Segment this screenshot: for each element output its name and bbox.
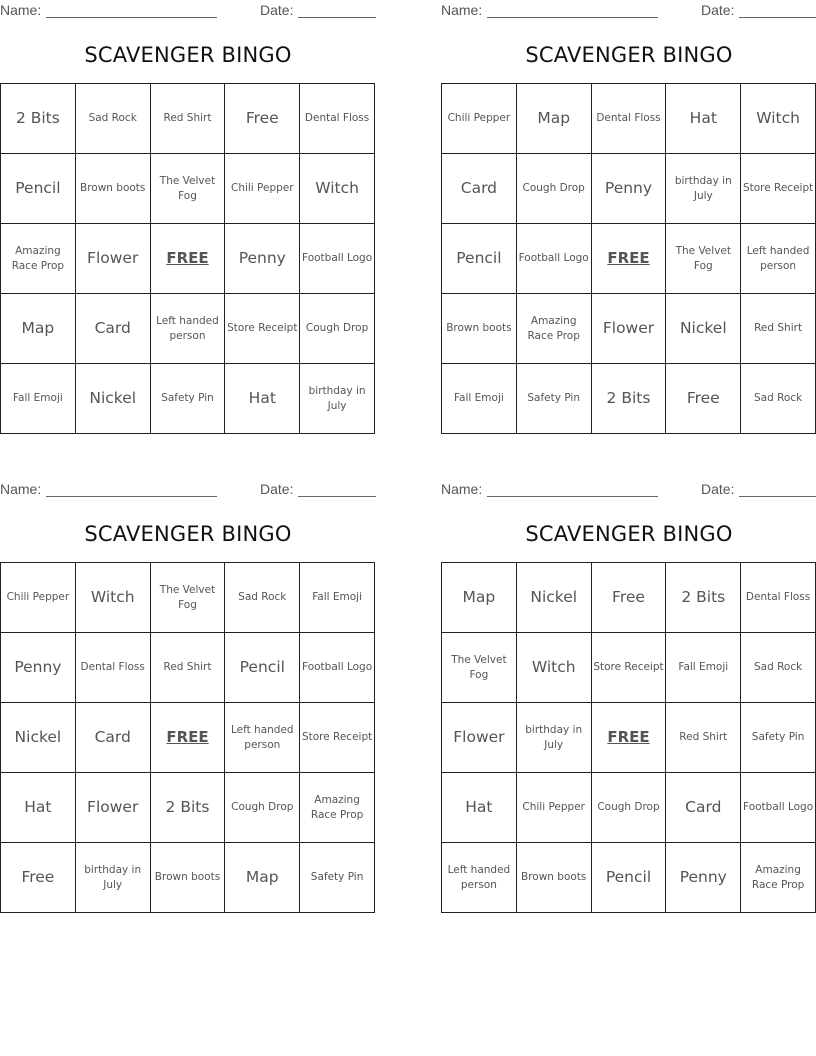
bingo-cell[interactable]: Pencil [442,224,517,294]
bingo-cell[interactable]: Fall Emoji [300,563,375,633]
bingo-cell[interactable]: Amazing Race Prop [741,843,816,913]
bingo-cell[interactable]: The Velvet Fog [442,633,517,703]
bingo-cell[interactable]: The Velvet Fog [151,154,226,224]
bingo-card-1 [0,0,376,440]
bingo-cell[interactable]: Witch [300,154,375,224]
bingo-cell[interactable]: Chili Pepper [225,154,300,224]
date-field-line[interactable] [298,17,376,18]
bingo-cell[interactable]: Nickel [1,703,76,773]
bingo-cell[interactable]: Chili Pepper [517,773,592,843]
bingo-grid [0,562,375,913]
bingo-cell[interactable]: Penny [225,224,300,294]
date-field-line[interactable] [739,17,816,18]
bingo-cell[interactable]: Sad Rock [225,563,300,633]
bingo-cell[interactable]: Amazing Race Prop [517,294,592,364]
name-label: Name: [441,481,483,497]
bingo-cell[interactable]: Left handed person [741,224,816,294]
bingo-cell[interactable]: Safety Pin [741,703,816,773]
bingo-cell[interactable]: Safety Pin [300,843,375,913]
bingo-cell[interactable]: Left handed person [151,294,226,364]
bingo-cell[interactable]: Dental Floss [592,84,667,154]
bingo-cell[interactable]: 2 Bits [1,84,76,154]
bingo-cell[interactable]: Hat [442,773,517,843]
date-field-line[interactable] [739,496,816,497]
bingo-grid [441,562,816,913]
date-label: Date: [701,2,735,18]
card-title: SCAVENGER BINGO [525,522,733,546]
bingo-cell[interactable]: The Velvet Fog [151,563,226,633]
name-field-line[interactable] [46,17,217,18]
bingo-cell[interactable]: Brown boots [442,294,517,364]
bingo-cell[interactable]: Map [225,843,300,913]
bingo-cell[interactable]: Nickel [666,294,741,364]
bingo-cell[interactable]: Free [592,563,667,633]
bingo-cell[interactable]: Dental Floss [741,563,816,633]
bingo-cell[interactable]: Pencil [225,633,300,703]
date-label: Date: [260,481,294,497]
bingo-cell[interactable]: Football Logo [517,224,592,294]
bingo-cell[interactable]: Map [442,563,517,633]
bingo-cell[interactable]: Fall Emoji [1,364,76,434]
bingo-cell[interactable]: Safety Pin [151,364,226,434]
bingo-cell[interactable]: Cough Drop [300,294,375,364]
bingo-cell[interactable]: 2 Bits [151,773,226,843]
bingo-cell[interactable]: Card [666,773,741,843]
bingo-cell[interactable]: birthday in July [76,843,151,913]
bingo-cell[interactable]: Penny [666,843,741,913]
bingo-cell[interactable]: Sad Rock [741,633,816,703]
bingo-cell[interactable]: Red Shirt [151,633,226,703]
bingo-cell[interactable]: Card [76,703,151,773]
bingo-cell[interactable]: Hat [1,773,76,843]
bingo-cell[interactable]: 2 Bits [592,364,667,434]
bingo-cell[interactable]: 2 Bits [666,563,741,633]
bingo-cell[interactable]: Brown boots [76,154,151,224]
free-space-cell[interactable]: FREE [151,703,226,773]
bingo-cell[interactable]: Flower [592,294,667,364]
bingo-cell[interactable]: Pencil [592,843,667,913]
bingo-cell[interactable]: birthday in July [666,154,741,224]
free-space-cell[interactable]: FREE [592,224,667,294]
name-label: Name: [441,2,483,18]
bingo-cell[interactable]: Nickel [517,563,592,633]
bingo-grid [441,83,816,434]
bingo-cell[interactable]: Penny [1,633,76,703]
bingo-cell[interactable]: Safety Pin [517,364,592,434]
date-label: Date: [260,2,294,18]
bingo-cell[interactable]: Map [517,84,592,154]
bingo-cell[interactable]: The Velvet Fog [666,224,741,294]
bingo-cell[interactable]: Cough Drop [517,154,592,224]
bingo-cell[interactable]: Football Logo [300,633,375,703]
name-label: Name: [0,2,42,18]
bingo-cell[interactable]: Fall Emoji [666,633,741,703]
card-title: SCAVENGER BINGO [84,43,292,67]
bingo-cell[interactable]: Witch [76,563,151,633]
bingo-cell[interactable]: Dental Floss [76,633,151,703]
date-field-line[interactable] [298,496,376,497]
bingo-cell[interactable]: Store Receipt [300,703,375,773]
bingo-cell[interactable]: Football Logo [300,224,375,294]
bingo-cell[interactable]: Amazing Race Prop [1,224,76,294]
bingo-cell[interactable]: Flower [76,224,151,294]
name-label: Name: [0,481,42,497]
card-title: SCAVENGER BINGO [525,43,733,67]
bingo-cell[interactable]: Chili Pepper [442,84,517,154]
bingo-cell[interactable]: Red Shirt [666,703,741,773]
card-title: SCAVENGER BINGO [84,522,292,546]
bingo-card-3 [0,479,376,919]
bingo-cell[interactable]: Witch [517,633,592,703]
bingo-cell[interactable]: Brown boots [151,843,226,913]
bingo-cell[interactable]: Store Receipt [225,294,300,364]
bingo-cell[interactable]: Penny [592,154,667,224]
header-fields [441,481,816,499]
bingo-card-2 [441,0,816,440]
date-label: Date: [701,481,735,497]
bingo-grid [0,83,375,434]
bingo-cell[interactable]: Hat [666,84,741,154]
header-fields [441,2,816,20]
bingo-cell[interactable]: Map [1,294,76,364]
bingo-cell[interactable]: Left handed person [225,703,300,773]
header-fields [0,2,376,20]
bingo-cell[interactable]: Dental Floss [300,84,375,154]
bingo-cell[interactable]: Cough Drop [592,773,667,843]
name-field-line[interactable] [46,496,217,497]
bingo-cell[interactable]: Sad Rock [76,84,151,154]
bingo-cell[interactable]: Card [442,154,517,224]
bingo-cell[interactable]: Hat [225,364,300,434]
bingo-card-4 [441,479,816,919]
bingo-cell[interactable]: birthday in July [517,703,592,773]
bingo-cell[interactable]: Left handed person [442,843,517,913]
bingo-cell[interactable]: Store Receipt [741,154,816,224]
bingo-cell[interactable]: Nickel [76,364,151,434]
bingo-cell[interactable]: Red Shirt [741,294,816,364]
bingo-cell[interactable]: Sad Rock [741,364,816,434]
name-field-line[interactable] [487,17,658,18]
bingo-cell[interactable]: Free [666,364,741,434]
bingo-cell[interactable]: Witch [741,84,816,154]
bingo-cell[interactable]: Flower [76,773,151,843]
bingo-cell[interactable]: Card [76,294,151,364]
free-space-cell[interactable]: FREE [592,703,667,773]
bingo-cell[interactable]: Amazing Race Prop [300,773,375,843]
name-field-line[interactable] [487,496,658,497]
bingo-cell[interactable]: Store Receipt [592,633,667,703]
bingo-cell[interactable]: Brown boots [517,843,592,913]
bingo-cell[interactable]: Fall Emoji [442,364,517,434]
bingo-cell[interactable]: Chili Pepper [1,563,76,633]
free-space-cell[interactable]: FREE [151,224,226,294]
bingo-cell[interactable]: birthday in July [300,364,375,434]
bingo-cell[interactable]: Flower [442,703,517,773]
bingo-cell[interactable]: Pencil [1,154,76,224]
bingo-cell[interactable]: Free [1,843,76,913]
bingo-cell[interactable]: Free [225,84,300,154]
header-fields [0,481,376,499]
bingo-cell[interactable]: Cough Drop [225,773,300,843]
bingo-cell[interactable]: Red Shirt [151,84,226,154]
bingo-cell[interactable]: Football Logo [741,773,816,843]
